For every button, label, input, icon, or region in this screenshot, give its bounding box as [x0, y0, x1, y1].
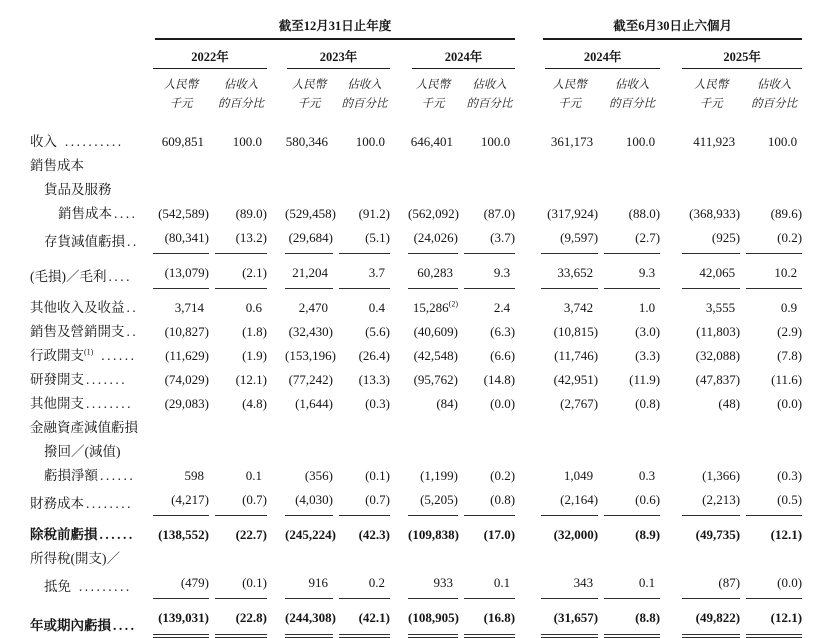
- year-row-blank: [30, 40, 145, 69]
- table-row-income-tax-heading: [30, 547, 802, 571]
- cell-selling-marketing-expenses-col7: (10,815): [553, 323, 599, 339]
- cell-finance-costs-col10: (0.5): [740, 488, 802, 516]
- dot-leader: .........: [73, 578, 132, 594]
- cell-reversal-impairment-col5: [390, 440, 458, 464]
- cell-reversal-impairment-col10: [740, 440, 802, 464]
- cell-finance-costs-col6: (0.8): [458, 488, 515, 516]
- dot-leader: ......: [95, 347, 137, 363]
- period-group-interim-title: 截至6月30日止六個月: [543, 16, 802, 40]
- period-group-annual-title: 截至12月31日止年度: [155, 16, 515, 40]
- cell-gross-loss-profit-col1: (13,079): [145, 254, 209, 289]
- cell-income-tax-credit-col1: (479): [145, 571, 209, 599]
- cell-income-tax-heading-col1: [145, 547, 209, 571]
- cell-loss-before-tax-col5: (109,838): [408, 526, 459, 542]
- year-label-2022: 2022年: [153, 47, 267, 69]
- row-label-cost-of-sales-heading: 銷售成本: [30, 157, 84, 173]
- cell-other-expenses-col6: (0.0): [490, 395, 516, 411]
- cell-income-tax-heading-col9: [660, 547, 740, 571]
- cell-cost-of-sales-heading-col1: [145, 154, 209, 178]
- cell-financial-asset-impairment-heading-col7: [515, 416, 598, 440]
- table-row-cost-of-sales-heading: [30, 154, 802, 178]
- cell-cost-of-sales-heading-col2: [209, 154, 267, 178]
- cell-loss-for-year-period-col10: (12.1): [740, 599, 802, 638]
- cell-loss-for-year-period-col9: (49,822): [660, 599, 740, 638]
- period-group-annual: [145, 16, 515, 40]
- row-label-financial-asset-impairment-heading: 金融資產減值虧損: [30, 419, 138, 435]
- cell-income-tax-credit-col7: 343: [515, 571, 598, 599]
- year-row: [30, 40, 802, 69]
- subheader-percent-2022: 佔收入 的百分比: [218, 79, 264, 110]
- cell-other-expenses-col2: (4.8): [242, 395, 267, 411]
- cell-finance-costs-col9: (2,213): [660, 488, 740, 516]
- row-label-income-tax-credit: 抵免 .........: [44, 578, 132, 594]
- cell-gross-loss-profit-col6: 9.3: [458, 254, 515, 289]
- year-column-2024-annual: [390, 40, 515, 69]
- cell-gross-loss-profit-col7: 33,652: [515, 254, 598, 289]
- cell-other-income-gains-col3: 2,470: [298, 299, 328, 315]
- cell-inventory-impairment-loss-col9: (925): [660, 226, 740, 254]
- cell-net-impairment-loss-col8: 0.3: [638, 467, 656, 483]
- cell-income-tax-heading-col10: [740, 547, 802, 571]
- table-header: [30, 16, 802, 130]
- cell-other-income-gains-col10: 0.9: [780, 299, 798, 315]
- cell-financial-asset-impairment-heading-col6: [458, 416, 515, 440]
- table-row-net-impairment-loss: [30, 464, 802, 488]
- subheader-blank: [30, 69, 145, 130]
- cell-financial-asset-impairment-heading-col5: [390, 416, 458, 440]
- cell-goods-and-services-col2: [209, 178, 267, 202]
- cell-cost-of-sales-heading-col9: [660, 154, 740, 178]
- cell-inventory-impairment-loss-col3: (29,684): [267, 226, 333, 254]
- cell-cost-of-sales-heading-col10: [740, 154, 802, 178]
- cell-gross-loss-profit-col2: (2.1): [209, 254, 267, 289]
- cell-administrative-expenses-col10: (7.8): [777, 347, 803, 363]
- cell-selling-marketing-expenses-col10: (2.9): [777, 323, 803, 339]
- cell-goods-services-cost-of-sales-col5: (562,092): [408, 205, 459, 221]
- row-label-income-tax-heading: 所得稅(開支)／: [30, 550, 120, 566]
- cell-inventory-impairment-loss-col4: (5.1): [333, 226, 390, 254]
- year-label-2025: 2025年: [682, 47, 802, 69]
- cell-other-income-gains-col7: 3,742: [563, 299, 594, 315]
- row-label-selling-marketing-expenses: 銷售及營銷開支 ..: [30, 323, 139, 339]
- dot-leader: ..........: [59, 133, 124, 149]
- cell-financial-asset-impairment-heading-col9: [660, 416, 740, 440]
- footnote-marker: (1): [84, 347, 94, 357]
- cell-inventory-impairment-loss-col10: (0.2): [740, 226, 802, 254]
- dot-leader: ....: [113, 617, 137, 633]
- cell-loss-before-tax-col1: (138,552): [158, 526, 209, 542]
- cell-administrative-expenses-col8: (3.3): [635, 347, 661, 363]
- dot-leader: ....: [108, 268, 132, 284]
- cell-loss-before-tax-col3: (245,224): [285, 526, 336, 542]
- cell-rd-expenses-col10: (11.6): [771, 371, 803, 387]
- subheader-percent-2025: 佔收入 的百分比: [751, 79, 798, 110]
- row-label-reversal-impairment: 撥回／(減值): [44, 443, 121, 459]
- cell-gross-loss-profit-col3: 21,204: [267, 254, 333, 289]
- cell-revenue-col1: 609,851: [161, 133, 204, 149]
- cell-selling-marketing-expenses-col2: (1.8): [242, 323, 267, 339]
- cell-loss-for-year-period-col3: (244,308): [267, 599, 333, 638]
- cell-goods-and-services-col8: [598, 178, 660, 202]
- cell-loss-before-tax-col2: (22.7): [235, 526, 267, 542]
- dot-leader: ......: [100, 467, 136, 483]
- cell-revenue-col6: 100.0: [480, 133, 511, 149]
- cell-rd-expenses-col3: (77,242): [288, 371, 333, 387]
- cell-net-impairment-loss-col4: (0.1): [365, 467, 390, 483]
- cell-reversal-impairment-col2: [209, 440, 267, 464]
- cell-income-tax-credit-col6: 0.1: [458, 571, 515, 599]
- year-column-2023: [267, 40, 390, 69]
- cell-rd-expenses-col8: (11.9): [629, 371, 661, 387]
- row-label-goods-services-cost-of-sales: 銷售成本 ....: [58, 205, 138, 221]
- cell-other-income-gains-col2: 0.6: [245, 299, 262, 315]
- row-label-rd-expenses: 研發開支 .......: [30, 371, 128, 387]
- table-row-rd-expenses: [30, 368, 802, 392]
- subheader-row: [30, 69, 802, 130]
- cell-goods-and-services-col7: [515, 178, 598, 202]
- cell-inventory-impairment-loss-col1: (80,341): [145, 226, 209, 254]
- financial-statement-table: [30, 16, 802, 638]
- cell-rd-expenses-col4: (13.3): [358, 371, 390, 387]
- cell-income-tax-credit-col10: (0.0): [740, 571, 802, 599]
- cell-rd-expenses-col2: (12.1): [235, 371, 267, 387]
- cell-net-impairment-loss-col10: (0.3): [777, 467, 803, 483]
- subheader-amount-2024-annual: 人民幣 千元: [415, 79, 451, 110]
- cell-cost-of-sales-heading-col6: [458, 154, 515, 178]
- cell-administrative-expenses-col9: (32,088): [695, 347, 741, 363]
- cell-other-income-gains-col8: 1.0: [638, 299, 656, 315]
- cell-income-tax-heading-col4: [333, 547, 390, 571]
- cell-goods-services-cost-of-sales-col3: (529,458): [285, 205, 336, 221]
- subheader-amount-2023: 人民幣 千元: [291, 79, 327, 110]
- dot-leader: .......: [86, 371, 128, 387]
- cell-cost-of-sales-heading-col3: [267, 154, 333, 178]
- row-label-loss-for-year-period: 年或期內虧損 ....: [30, 617, 137, 633]
- row-label-other-income-gains: 其他收入及收益 ..: [30, 299, 139, 315]
- cell-other-income-gains-col4: 0.4: [368, 299, 385, 315]
- row-label-administrative-expenses: 行政開支$^{(1)}$ ......: [30, 347, 137, 363]
- table-row-goods-and-services: [30, 178, 802, 202]
- cell-other-income-gains-col5: 15,286$^{(2)}$: [412, 299, 458, 315]
- cell-net-impairment-loss-col1: 598: [184, 467, 204, 483]
- cell-loss-before-tax-col9: (49,735): [695, 526, 741, 542]
- cell-inventory-impairment-loss-col6: (3.7): [458, 226, 515, 254]
- cell-other-expenses-col8: (0.8): [635, 395, 661, 411]
- cell-financial-asset-impairment-heading-col2: [209, 416, 267, 440]
- year-label-2024-interim: 2024年: [545, 47, 660, 69]
- cell-administrative-expenses-col2: (1.9): [242, 347, 267, 363]
- dot-leader: ..: [126, 299, 139, 315]
- table-row-loss-before-tax: [30, 516, 802, 547]
- cell-income-tax-heading-col8: [598, 547, 660, 571]
- cell-revenue-col10: 100.0: [767, 133, 798, 149]
- cell-revenue-col3: 580,346: [285, 133, 328, 149]
- row-label-other-expenses: 其他開支 ........: [30, 395, 133, 411]
- year-column-2024-interim: [515, 40, 660, 69]
- cell-financial-asset-impairment-heading-col8: [598, 416, 660, 440]
- table-row-loss-for-year-period: [30, 599, 802, 638]
- cell-loss-for-year-period-col1: (139,031): [145, 599, 209, 638]
- cell-income-tax-heading-col7: [515, 547, 598, 571]
- subheader-amount-2025: 人民幣 千元: [693, 79, 729, 110]
- cell-goods-services-cost-of-sales-col1: (542,589): [158, 205, 209, 221]
- cell-inventory-impairment-loss-col8: (2.7): [598, 226, 660, 254]
- cell-selling-marketing-expenses-col5: (40,609): [413, 323, 458, 339]
- cell-financial-asset-impairment-heading-col10: [740, 416, 802, 440]
- cell-goods-and-services-col5: [390, 178, 458, 202]
- cell-cost-of-sales-heading-col7: [515, 154, 598, 178]
- cell-income-tax-heading-col5: [390, 547, 458, 571]
- cell-selling-marketing-expenses-col1: (10,827): [164, 323, 209, 339]
- cell-income-tax-credit-col9: (87): [660, 571, 740, 599]
- cell-loss-before-tax-col10: (12.1): [770, 526, 803, 542]
- cell-finance-costs-col8: (0.6): [598, 488, 660, 516]
- cell-inventory-impairment-loss-col5: (24,026): [390, 226, 458, 254]
- dot-leader: ....: [114, 205, 138, 221]
- cell-income-tax-credit-col4: 0.2: [333, 571, 390, 599]
- subheader-percent-2024-annual: 佔收入 的百分比: [466, 79, 513, 110]
- subheader-amount-2024-interim: 人民幣 千元: [552, 79, 587, 110]
- year-label-2023: 2023年: [287, 47, 390, 69]
- cell-financial-asset-impairment-heading-col4: [333, 416, 390, 440]
- cell-goods-services-cost-of-sales-col2: (89.0): [235, 205, 267, 221]
- table-row-revenue: [30, 130, 802, 154]
- cell-finance-costs-col5: (5,205): [390, 488, 458, 516]
- dot-leader: ........: [86, 495, 133, 511]
- cell-gross-loss-profit-col9: 42,065: [660, 254, 740, 289]
- table-row-finance-costs: [30, 488, 802, 516]
- period-group-interim: [515, 16, 802, 40]
- cell-net-impairment-loss-col9: (1,366): [702, 467, 741, 483]
- cell-income-tax-credit-col5: 933: [390, 571, 458, 599]
- cell-goods-and-services-col9: [660, 178, 740, 202]
- cell-net-impairment-loss-col3: (356): [304, 467, 333, 483]
- cell-reversal-impairment-col9: [660, 440, 740, 464]
- cell-selling-marketing-expenses-col6: (6.3): [490, 323, 516, 339]
- row-label-revenue: 收入 ..........: [30, 133, 124, 149]
- cell-gross-loss-profit-col8: 9.3: [598, 254, 660, 289]
- cell-administrative-expenses-col7: (11,746): [554, 347, 599, 363]
- year-column-2025: [660, 40, 802, 69]
- cell-cost-of-sales-heading-col8: [598, 154, 660, 178]
- table-body: [30, 130, 802, 638]
- cell-gross-loss-profit-col4: 3.7: [333, 254, 390, 289]
- cell-revenue-col7: 361,173: [550, 133, 594, 149]
- cell-goods-and-services-col4: [333, 178, 390, 202]
- cell-financial-asset-impairment-heading-col3: [267, 416, 333, 440]
- cell-administrative-expenses-col6: (6.6): [490, 347, 516, 363]
- cell-gross-loss-profit-col10: 10.2: [740, 254, 802, 289]
- cell-reversal-impairment-col6: [458, 440, 515, 464]
- cell-other-expenses-col9: (48): [718, 395, 741, 411]
- cell-reversal-impairment-col4: [333, 440, 390, 464]
- cell-goods-and-services-col3: [267, 178, 333, 202]
- cell-inventory-impairment-loss-col7: (9,597): [515, 226, 598, 254]
- cell-finance-costs-col3: (4,030): [267, 488, 333, 516]
- corner-blank: [30, 16, 145, 40]
- cell-reversal-impairment-col8: [598, 440, 660, 464]
- row-label-inventory-impairment-loss: 存貨減值虧損 ..: [44, 233, 139, 249]
- table-row-goods-services-cost-of-sales: [30, 202, 802, 226]
- cell-rd-expenses-col6: (14.8): [483, 371, 516, 387]
- cell-goods-services-cost-of-sales-col8: (88.0): [628, 205, 661, 221]
- cell-financial-asset-impairment-heading-col1: [145, 416, 209, 440]
- cell-finance-costs-col4: (0.7): [333, 488, 390, 516]
- cell-revenue-col8: 100.0: [625, 133, 656, 149]
- cell-loss-for-year-period-col4: (42.1): [333, 599, 390, 638]
- cell-other-expenses-col7: (2,767): [560, 395, 599, 411]
- table-row-other-income-gains: [30, 289, 802, 320]
- row-label-loss-before-tax: 除稅前虧損 ......: [30, 526, 135, 542]
- cell-net-impairment-loss-col7: 1,049: [563, 467, 594, 483]
- table-row-inventory-impairment-loss: [30, 226, 802, 254]
- table-row-selling-marketing-expenses: [30, 320, 802, 344]
- cell-other-income-gains-col9: 3,555: [705, 299, 736, 315]
- dot-leader: ..: [127, 233, 139, 249]
- cell-loss-before-tax-col4: (42.3): [358, 526, 390, 542]
- cell-administrative-expenses-col4: (26.4): [358, 347, 390, 363]
- cell-goods-services-cost-of-sales-col10: (89.6): [770, 205, 803, 221]
- cell-cost-of-sales-heading-col4: [333, 154, 390, 178]
- subheader-percent-2023: 佔收入 的百分比: [341, 79, 388, 110]
- cell-goods-and-services-col10: [740, 178, 802, 202]
- cell-other-expenses-col3: (1,644): [295, 395, 333, 411]
- table-row-gross-loss-profit: [30, 254, 802, 289]
- year-column-2022: [145, 40, 267, 69]
- cell-net-impairment-loss-col5: (1,199): [420, 467, 458, 483]
- cell-net-impairment-loss-col6: (0.2): [490, 467, 516, 483]
- cell-other-expenses-col5: (84): [436, 395, 458, 411]
- cell-administrative-expenses-col1: (11,629): [165, 347, 209, 363]
- cell-selling-marketing-expenses-col3: (32,430): [288, 323, 333, 339]
- row-label-goods-and-services: 貨品及服務: [44, 181, 112, 197]
- cell-reversal-impairment-col7: [515, 440, 598, 464]
- footnote-marker: (2): [448, 299, 458, 309]
- cell-loss-before-tax-col8: (8.9): [635, 526, 661, 542]
- cell-cost-of-sales-heading-col5: [390, 154, 458, 178]
- cell-loss-for-year-period-col8: (8.8): [598, 599, 660, 638]
- year-label-2024-annual: 2024年: [412, 47, 515, 69]
- cell-other-expenses-col1: (29,083): [164, 395, 209, 411]
- cell-administrative-expenses-col3: (153,196): [285, 347, 336, 363]
- cell-selling-marketing-expenses-col4: (5.6): [365, 323, 390, 339]
- cell-net-impairment-loss-col2: 0.1: [245, 467, 262, 483]
- cell-income-tax-heading-col6: [458, 547, 515, 571]
- cell-rd-expenses-col9: (47,837): [695, 371, 741, 387]
- row-label-finance-costs: 財務成本 ........: [30, 495, 133, 511]
- cell-loss-before-tax-col6: (17.0): [483, 526, 516, 542]
- cell-other-income-gains-col1: 3,714: [174, 299, 204, 315]
- table-row-administrative-expenses: [30, 344, 802, 368]
- dot-leader: ......: [99, 526, 135, 542]
- cell-goods-services-cost-of-sales-col6: (87.0): [483, 205, 516, 221]
- cell-income-tax-credit-col3: 916: [267, 571, 333, 599]
- cell-income-tax-credit-col8: 0.1: [598, 571, 660, 599]
- cell-finance-costs-col1: (4,217): [145, 488, 209, 516]
- dot-leader: ..: [126, 323, 139, 339]
- cell-selling-marketing-expenses-col9: (11,803): [696, 323, 741, 339]
- row-label-net-impairment-loss: 虧損淨額 ......: [44, 467, 136, 483]
- cell-finance-costs-col7: (2,164): [515, 488, 598, 516]
- cell-goods-and-services-col1: [145, 178, 209, 202]
- subheader-percent-2024-interim: 佔收入 的百分比: [609, 79, 656, 110]
- cell-rd-expenses-col5: (95,762): [413, 371, 458, 387]
- table-row-other-expenses: [30, 392, 802, 416]
- cell-administrative-expenses-col5: (42,548): [413, 347, 458, 363]
- cell-other-income-gains-col6: 2.4: [493, 299, 511, 315]
- cell-income-tax-credit-col2: (0.1): [209, 571, 267, 599]
- dot-leader: ........: [86, 395, 133, 411]
- cell-reversal-impairment-col1: [145, 440, 209, 464]
- cell-revenue-col2: 100.0: [232, 133, 262, 149]
- cell-inventory-impairment-loss-col2: (13.2): [209, 226, 267, 254]
- table-row-financial-asset-impairment-heading: [30, 416, 802, 440]
- cell-goods-services-cost-of-sales-col9: (368,933): [689, 205, 741, 221]
- cell-rd-expenses-col7: (42,951): [553, 371, 599, 387]
- subheader-amount-2022: 人民幣 千元: [163, 79, 199, 110]
- cell-income-tax-heading-col3: [267, 547, 333, 571]
- table-row-reversal-impairment: [30, 440, 802, 464]
- cell-other-expenses-col10: (0.0): [777, 395, 803, 411]
- cell-reversal-impairment-col3: [267, 440, 333, 464]
- cell-loss-for-year-period-col6: (16.8): [458, 599, 515, 638]
- cell-other-expenses-col4: (0.3): [365, 395, 390, 411]
- period-group-row: [30, 16, 802, 40]
- cell-loss-before-tax-col7: (32,000): [553, 526, 599, 542]
- table-row-income-tax-credit: [30, 571, 802, 599]
- cell-goods-and-services-col6: [458, 178, 515, 202]
- cell-gross-loss-profit-col5: 60,283: [390, 254, 458, 289]
- row-label-gross-loss-profit: (毛損)／毛利 ....: [30, 268, 132, 284]
- cell-revenue-col4: 100.0: [355, 133, 385, 149]
- cell-loss-for-year-period-col5: (108,905): [390, 599, 458, 638]
- cell-goods-services-cost-of-sales-col4: (91.2): [358, 205, 390, 221]
- cell-loss-for-year-period-col2: (22.8): [209, 599, 267, 638]
- cell-revenue-col9: 411,923: [693, 133, 736, 149]
- cell-loss-for-year-period-col7: (31,657): [515, 599, 598, 638]
- cell-rd-expenses-col1: (74,029): [164, 371, 209, 387]
- cell-revenue-col5: 646,401: [410, 133, 453, 149]
- cell-finance-costs-col2: (0.7): [209, 488, 267, 516]
- cell-goods-services-cost-of-sales-col7: (317,924): [547, 205, 599, 221]
- cell-income-tax-heading-col2: [209, 547, 267, 571]
- cell-selling-marketing-expenses-col8: (3.0): [635, 323, 661, 339]
